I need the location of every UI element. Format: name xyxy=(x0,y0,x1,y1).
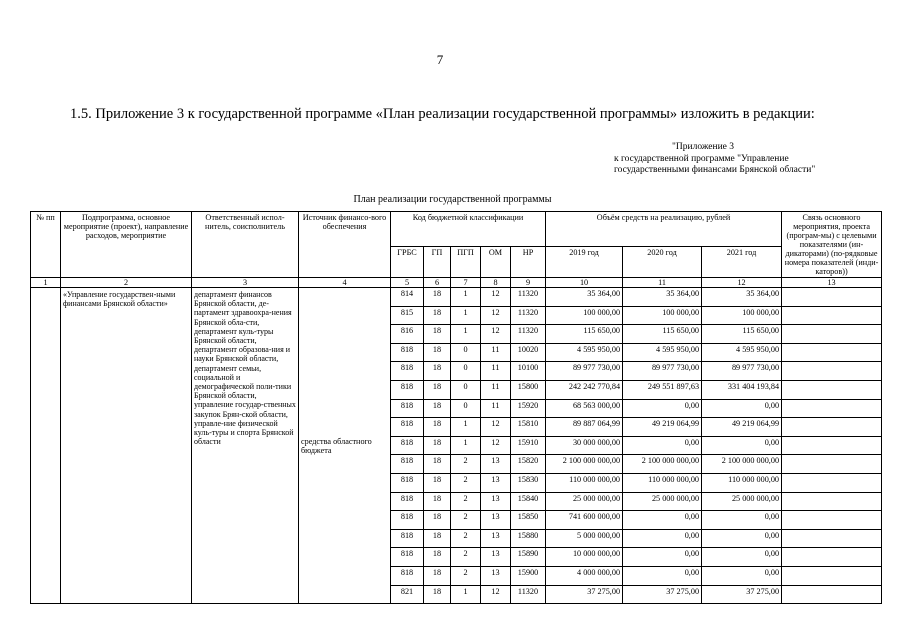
cell-y2020: 35 364,00 xyxy=(623,288,702,307)
cell-y2021: 0,00 xyxy=(702,511,782,530)
cell-gp: 18 xyxy=(424,399,451,418)
cell-om: 11 xyxy=(481,399,511,418)
cell-y2020: 89 977 730,00 xyxy=(623,362,702,381)
column-number: 13 xyxy=(782,278,882,288)
cell-np: 10020 xyxy=(511,343,546,362)
cell-indicator-link xyxy=(782,455,882,474)
cell-y2019: 30 000 000,00 xyxy=(546,436,623,455)
cell-y2021: 0,00 xyxy=(702,566,782,585)
col-header-budget-code: Код бюджетной классификации xyxy=(391,212,546,247)
cell-y2020: 37 275,00 xyxy=(623,585,702,604)
subprogram-cell: «Управление государствен-ными финансами Брянской области» xyxy=(61,288,192,604)
cell-np: 15850 xyxy=(511,511,546,530)
col-header-volume: Объём средств на реализацию, рублей xyxy=(546,212,782,247)
column-number: 5 xyxy=(391,278,424,288)
cell-om: 12 xyxy=(481,306,511,325)
cell-om: 12 xyxy=(481,436,511,455)
cell-y2020: 49 219 064,99 xyxy=(623,418,702,437)
cell-gp: 18 xyxy=(424,436,451,455)
cell-gp: 18 xyxy=(424,585,451,604)
cell-om: 13 xyxy=(481,548,511,567)
cell-np: 15910 xyxy=(511,436,546,455)
cell-y2019: 89 887 064,99 xyxy=(546,418,623,437)
col-header-num: № пп xyxy=(31,212,61,278)
cell-np: 10100 xyxy=(511,362,546,381)
column-number: 11 xyxy=(623,278,702,288)
cell-y2019: 35 364,00 xyxy=(546,288,623,307)
cell-gp: 18 xyxy=(424,288,451,307)
column-number: 8 xyxy=(481,278,511,288)
column-number: 10 xyxy=(546,278,623,288)
column-number: 4 xyxy=(299,278,391,288)
cell-gp: 18 xyxy=(424,492,451,511)
cell-np: 11320 xyxy=(511,288,546,307)
cell-y2021: 4 595 950,00 xyxy=(702,343,782,362)
cell-y2019: 4 000 000,00 xyxy=(546,566,623,585)
cell-om: 11 xyxy=(481,343,511,362)
cell-y2020: 0,00 xyxy=(623,511,702,530)
cell-om: 13 xyxy=(481,529,511,548)
cell-pgp: 1 xyxy=(451,436,481,455)
cell-y2019: 242 242 770,84 xyxy=(546,380,623,399)
cell-pgp: 2 xyxy=(451,455,481,474)
cell-y2020: 0,00 xyxy=(623,436,702,455)
cell-indicator-link xyxy=(782,585,882,604)
cell-om: 13 xyxy=(481,566,511,585)
cell-grbs: 818 xyxy=(391,529,424,548)
cell-y2021: 89 977 730,00 xyxy=(702,362,782,381)
cell-np: 15800 xyxy=(511,380,546,399)
cell-y2020: 25 000 000,00 xyxy=(623,492,702,511)
cell-pgp: 0 xyxy=(451,343,481,362)
cell-y2019: 68 563 000,00 xyxy=(546,399,623,418)
cell-indicator-link xyxy=(782,548,882,567)
annex-line: к государственной программе "Управление xyxy=(614,153,789,164)
cell-y2020: 4 595 950,00 xyxy=(623,343,702,362)
cell-om: 11 xyxy=(481,380,511,399)
cell-y2019: 37 275,00 xyxy=(546,585,623,604)
cell-grbs: 815 xyxy=(391,306,424,325)
cell-gp: 18 xyxy=(424,566,451,585)
cell-pgp: 2 xyxy=(451,566,481,585)
cell-om: 11 xyxy=(481,362,511,381)
cell-grbs: 818 xyxy=(391,511,424,530)
cell-gp: 18 xyxy=(424,455,451,474)
column-number: 3 xyxy=(192,278,299,288)
cell-om: 12 xyxy=(481,325,511,344)
col-header-subprogram: Подпрограмма, основное мероприятие (проект), направление расходов, мероприятие xyxy=(61,212,192,278)
cell-np: 15900 xyxy=(511,566,546,585)
cell-y2020: 110 000 000,00 xyxy=(623,473,702,492)
col-header-executor: Ответственный испол-нитель, соисполнитель xyxy=(192,212,299,278)
cell-grbs: 818 xyxy=(391,566,424,585)
cell-grbs: 818 xyxy=(391,455,424,474)
cell-y2019: 25 000 000,00 xyxy=(546,492,623,511)
cell-y2021: 115 650,00 xyxy=(702,325,782,344)
cell-pgp: 2 xyxy=(451,473,481,492)
cell-pgp: 2 xyxy=(451,548,481,567)
cell-y2021: 2 100 000 000,00 xyxy=(702,455,782,474)
column-number: 2 xyxy=(61,278,192,288)
cell-y2019: 4 595 950,00 xyxy=(546,343,623,362)
cell-gp: 18 xyxy=(424,343,451,362)
cell-np: 15810 xyxy=(511,418,546,437)
cell-y2020: 0,00 xyxy=(623,399,702,418)
cell-y2019: 2 100 000 000,00 xyxy=(546,455,623,474)
cell-grbs: 818 xyxy=(391,492,424,511)
cell-y2019: 10 000 000,00 xyxy=(546,548,623,567)
cell-grbs: 814 xyxy=(391,288,424,307)
cell-indicator-link xyxy=(782,436,882,455)
cell-gp: 18 xyxy=(424,362,451,381)
cell-pgp: 1 xyxy=(451,288,481,307)
cell-indicator-link xyxy=(782,306,882,325)
cell-y2021: 110 000 000,00 xyxy=(702,473,782,492)
cell-om: 13 xyxy=(481,511,511,530)
cell-np: 15840 xyxy=(511,492,546,511)
cell-pgp: 1 xyxy=(451,585,481,604)
plan-title: План реализации государственной программы xyxy=(353,194,552,205)
cell-grbs: 818 xyxy=(391,343,424,362)
cell-gp: 18 xyxy=(424,548,451,567)
cell-y2019: 100 000,00 xyxy=(546,306,623,325)
cell-np: 11320 xyxy=(511,585,546,604)
cell-y2021: 331 404 193,84 xyxy=(702,380,782,399)
cell-np: 15920 xyxy=(511,399,546,418)
cell-pgp: 2 xyxy=(451,529,481,548)
plan-table xyxy=(30,211,882,604)
cell-np: 11320 xyxy=(511,306,546,325)
cell-y2021: 0,00 xyxy=(702,529,782,548)
cell-y2020: 2 100 000 000,00 xyxy=(623,455,702,474)
cell-indicator-link xyxy=(782,362,882,381)
header-row xyxy=(31,212,882,247)
cell-grbs: 818 xyxy=(391,418,424,437)
column-number: 6 xyxy=(424,278,451,288)
cell-y2020: 100 000,00 xyxy=(623,306,702,325)
cell-om: 13 xyxy=(481,473,511,492)
cell-om: 12 xyxy=(481,585,511,604)
col-header-sources: Источник финансо-вого обеспечения xyxy=(299,212,391,278)
cell-pgp: 1 xyxy=(451,306,481,325)
cell-gp: 18 xyxy=(424,306,451,325)
cell-y2021: 49 219 064,99 xyxy=(702,418,782,437)
col-header-om: ОМ xyxy=(481,247,511,278)
amendment-heading: 1.5. Приложение 3 к государственной программе «План реализации государственной программы» изложить в редакции: xyxy=(70,106,815,122)
cell-y2021: 0,00 xyxy=(702,436,782,455)
page-number: 7 xyxy=(436,52,444,67)
cell-pgp: 2 xyxy=(451,511,481,530)
column-number-row xyxy=(31,278,882,288)
cell-y2019: 89 977 730,00 xyxy=(546,362,623,381)
cell-pgp: 0 xyxy=(451,362,481,381)
cell-indicator-link xyxy=(782,288,882,307)
cell-y2020: 0,00 xyxy=(623,529,702,548)
executor-cell: департамент финансов Брянской области, де-партамент здравоохра-нения Брянской обла-сти, департамент куль-туры Брянской области, департамент образова-ния и науки Брянской области, департамент семьи, социальной и демографической поли-тики Брянской области, управление государ-ственных закупок Брян-ской области, управле-ние физической куль-туры и спорта Брянской области xyxy=(192,288,299,604)
column-number: 1 xyxy=(31,278,61,288)
cell-indicator-link xyxy=(782,511,882,530)
cell-y2020: 0,00 xyxy=(623,566,702,585)
cell-grbs: 821 xyxy=(391,585,424,604)
cell-y2019: 741 600 000,00 xyxy=(546,511,623,530)
row-num-cell xyxy=(31,288,61,604)
cell-y2019: 110 000 000,00 xyxy=(546,473,623,492)
cell-np: 11320 xyxy=(511,325,546,344)
cell-gp: 18 xyxy=(424,529,451,548)
cell-np: 15830 xyxy=(511,473,546,492)
cell-om: 13 xyxy=(481,492,511,511)
cell-indicator-link xyxy=(782,473,882,492)
cell-y2021: 0,00 xyxy=(702,399,782,418)
cell-indicator-link xyxy=(782,399,882,418)
cell-y2021: 100 000,00 xyxy=(702,306,782,325)
cell-y2021: 35 364,00 xyxy=(702,288,782,307)
col-header-gp: ГП xyxy=(424,247,451,278)
cell-pgp: 1 xyxy=(451,418,481,437)
cell-pgp: 0 xyxy=(451,399,481,418)
col-header-2020: 2020 год xyxy=(623,247,702,278)
cell-indicator-link xyxy=(782,325,882,344)
cell-gp: 18 xyxy=(424,473,451,492)
cell-np: 15880 xyxy=(511,529,546,548)
annex-reference xyxy=(614,142,815,177)
column-number: 12 xyxy=(702,278,782,288)
cell-gp: 18 xyxy=(424,380,451,399)
cell-gp: 18 xyxy=(424,418,451,437)
cell-grbs: 818 xyxy=(391,399,424,418)
cell-indicator-link xyxy=(782,380,882,399)
cell-indicator-link xyxy=(782,529,882,548)
source-cell: средства областного бюджета xyxy=(299,288,391,604)
col-header-link: Связь основного мероприятия, проекта (програм-мы) с целевыми показателями (ин-дикаторами) (по-рядковые номера показателей (инди-каторов)) xyxy=(782,212,882,278)
cell-y2020: 0,00 xyxy=(623,548,702,567)
cell-y2020: 115 650,00 xyxy=(623,325,702,344)
table-row xyxy=(31,288,882,307)
cell-om: 12 xyxy=(481,288,511,307)
cell-pgp: 0 xyxy=(451,380,481,399)
cell-grbs: 818 xyxy=(391,362,424,381)
cell-om: 12 xyxy=(481,418,511,437)
col-header-2021: 2021 год xyxy=(702,247,782,278)
cell-grbs: 816 xyxy=(391,325,424,344)
cell-om: 13 xyxy=(481,455,511,474)
cell-grbs: 818 xyxy=(391,380,424,399)
annex-line: "Приложение 3 xyxy=(672,142,734,152)
cell-y2019: 115 650,00 xyxy=(546,325,623,344)
cell-pgp: 2 xyxy=(451,492,481,511)
cell-indicator-link xyxy=(782,418,882,437)
cell-gp: 18 xyxy=(424,511,451,530)
cell-pgp: 1 xyxy=(451,325,481,344)
col-header-2019: 2019 год xyxy=(546,247,623,278)
cell-y2021: 37 275,00 xyxy=(702,585,782,604)
cell-indicator-link xyxy=(782,566,882,585)
annex-line: государственными финансами Брянской области" xyxy=(614,165,816,175)
col-header-np: НР xyxy=(511,247,546,278)
cell-y2021: 0,00 xyxy=(702,548,782,567)
column-number: 9 xyxy=(511,278,546,288)
cell-indicator-link xyxy=(782,343,882,362)
cell-indicator-link xyxy=(782,492,882,511)
cell-np: 15820 xyxy=(511,455,546,474)
column-number: 7 xyxy=(451,278,481,288)
cell-y2021: 25 000 000,00 xyxy=(702,492,782,511)
col-header-pgp: ПГП xyxy=(451,247,481,278)
cell-np: 15890 xyxy=(511,548,546,567)
cell-grbs: 818 xyxy=(391,473,424,492)
cell-gp: 18 xyxy=(424,325,451,344)
cell-y2020: 249 551 897,63 xyxy=(623,380,702,399)
cell-grbs: 818 xyxy=(391,436,424,455)
cell-y2019: 5 000 000,00 xyxy=(546,529,623,548)
cell-grbs: 818 xyxy=(391,548,424,567)
col-header-grbs: ГРБС xyxy=(391,247,424,278)
